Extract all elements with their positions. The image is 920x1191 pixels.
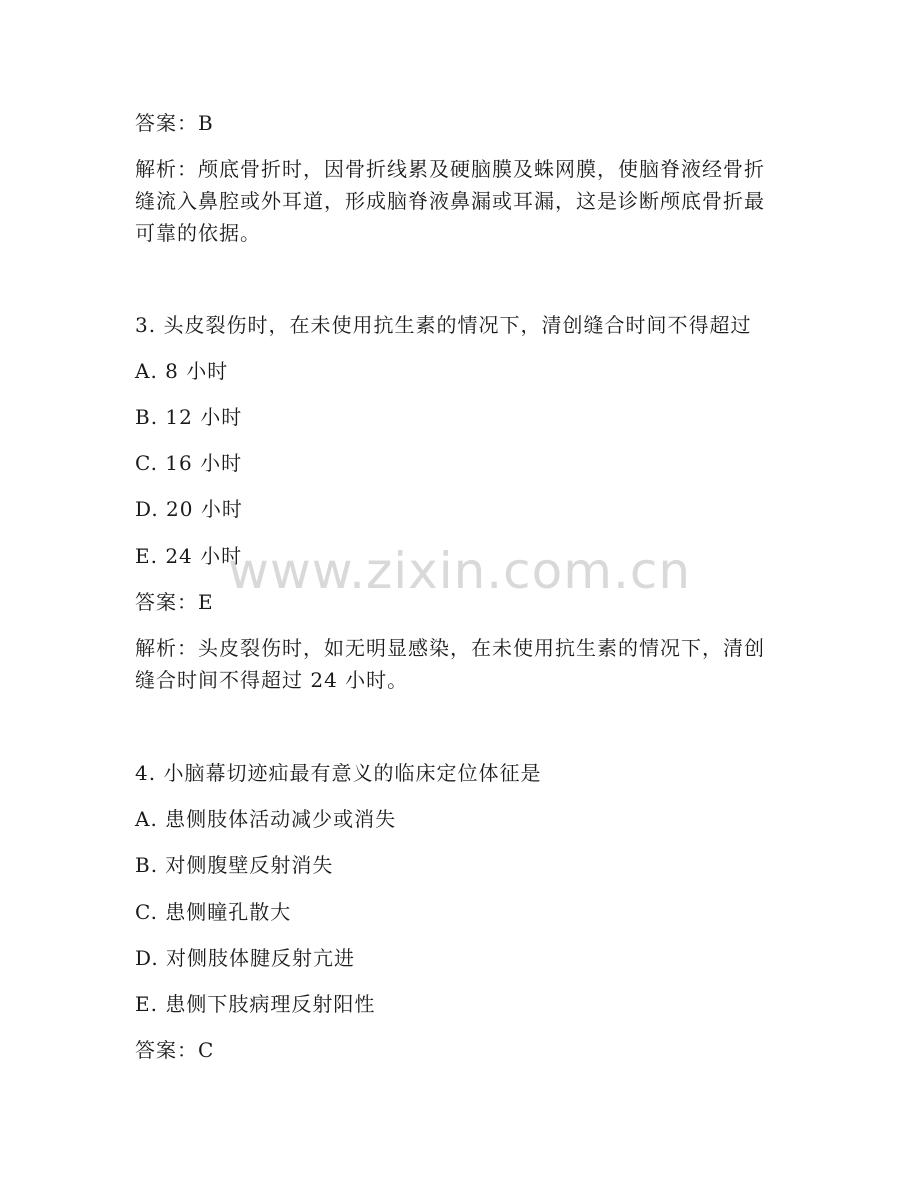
q4-answer: 答案：C <box>135 1038 215 1062</box>
q3-option-b: B. 12 小时 <box>135 405 243 429</box>
q4-option-b: B. 对侧腹壁反射消失 <box>135 853 334 877</box>
document-page <box>135 0 795 1191</box>
q3-option-c: C. 16 小时 <box>135 451 243 475</box>
q3-explanation: 解析：头皮裂伤时，如无明显感染，在未使用抗生素的情况下，清创缝合时间不得超过 24 小时。 <box>135 636 765 692</box>
q4-option-a: A. 患侧肢体活动减少或消失 <box>135 807 397 831</box>
q4-question: 4. 小脑幕切迹疝最有意义的临床定位体征是 <box>135 761 542 785</box>
q3-option-a: A. 8 小时 <box>135 359 229 383</box>
q2-explanation: 解析：颅底骨折时，因骨折线累及硬脑膜及蛛网膜，使脑脊液经骨折缝流入鼻腔或外耳道，形成脑脊液鼻漏或耳漏，这是诊断颅底骨折最可靠的依据。 <box>135 157 765 245</box>
q2-answer: 答案：B <box>135 111 214 135</box>
q4-option-c: C. 患侧瞳孔散大 <box>135 900 292 924</box>
q3-option-e: E. 24 小时 <box>135 544 243 568</box>
q4-option-e: E. 患侧下肢病理反射阳性 <box>135 992 376 1016</box>
q3-answer: 答案：E <box>135 590 214 614</box>
q4-option-d: D. 对侧肢体腱反射亢进 <box>135 946 356 970</box>
q3-question: 3. 头皮裂伤时，在未使用抗生素的情况下，清创缝合时间不得超过 <box>135 313 752 337</box>
q3-option-d: D. 20 小时 <box>135 497 243 521</box>
watermark-text: www.zixin.com.cn <box>228 542 692 600</box>
